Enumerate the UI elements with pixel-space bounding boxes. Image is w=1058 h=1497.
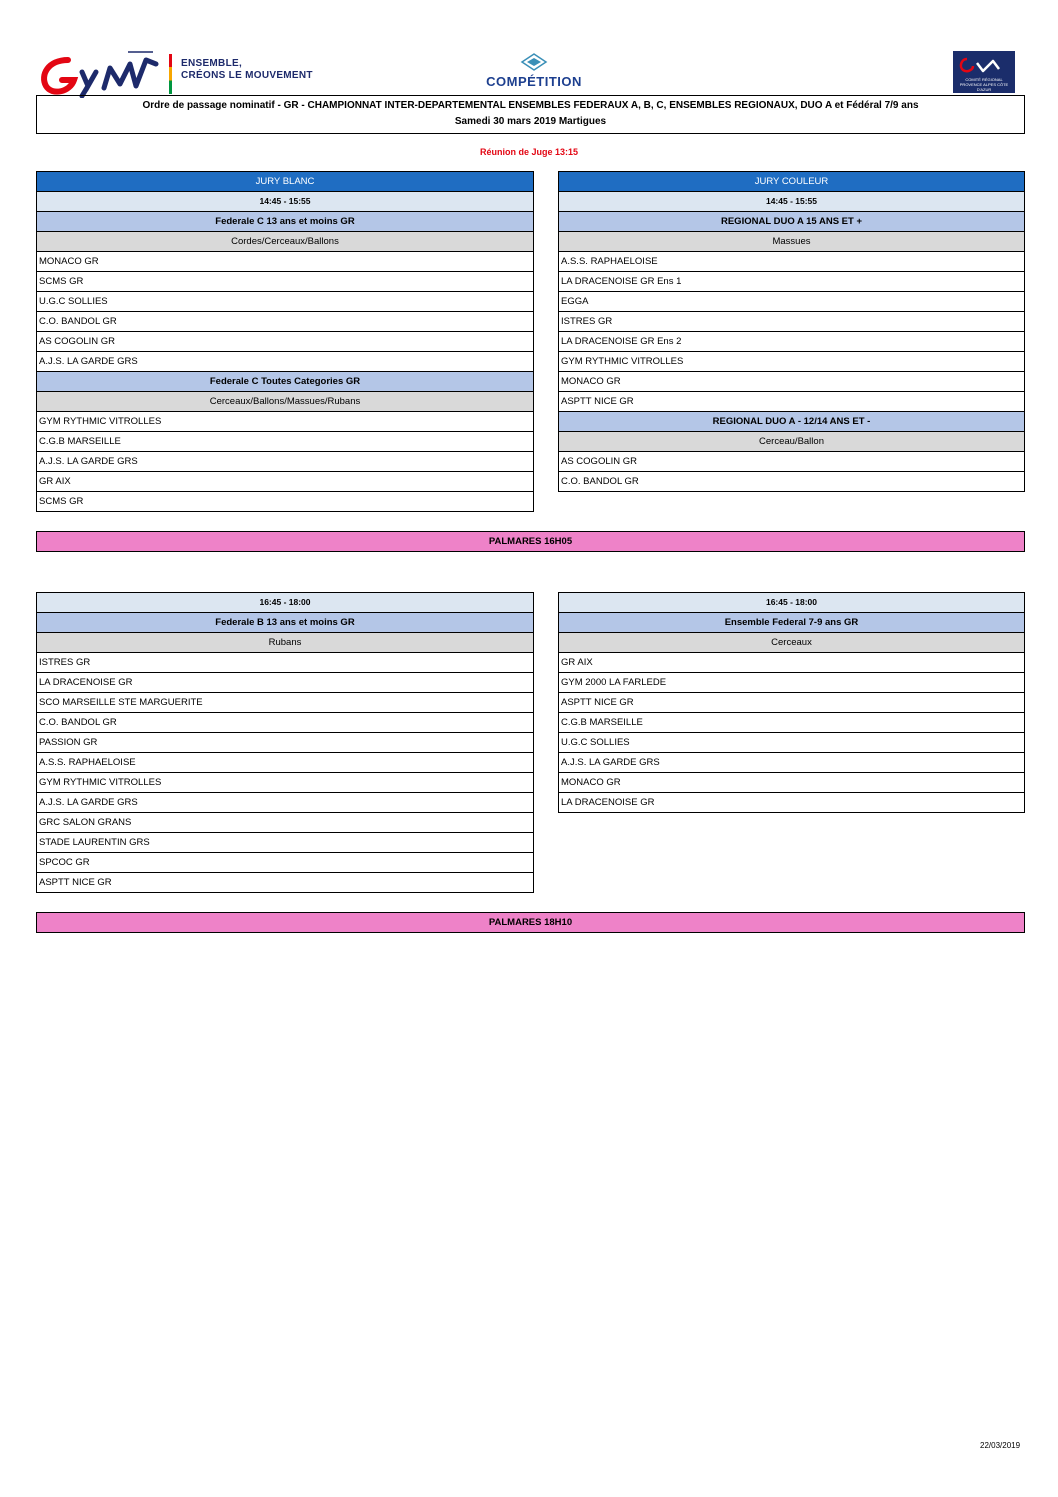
category-header: Federale B 13 ans et moins GR <box>37 612 533 632</box>
team-row: A.S.S. RAPHAELOISE <box>37 752 533 772</box>
team-row: ASPTT NICE GR <box>37 872 533 892</box>
team-row: LA DRACENOISE GR <box>559 792 1024 812</box>
competition-logo <box>478 52 590 92</box>
category-header: REGIONAL DUO A 15 ANS ET + <box>559 211 1024 231</box>
team-row: SCO MARSEILLE STE MARGUERITE <box>37 692 533 712</box>
team-row: ISTRES GR <box>559 311 1024 331</box>
ffg-color-bar <box>169 54 172 94</box>
ffg-slogan <box>181 58 313 82</box>
category-header: Federale C Toutes Categories GR <box>37 371 533 391</box>
team-row: U.G.C SOLLIES <box>37 291 533 311</box>
ffg-slogan-line2: CRÉONS LE MOUVEMENT <box>181 70 313 81</box>
team-row: SPCOC GR <box>37 852 533 872</box>
palmares-bar: PALMARES 16H05 <box>36 531 1025 552</box>
session2-right-table <box>558 592 1025 813</box>
team-row: C.G.B MARSEILLE <box>37 431 533 451</box>
team-row: ISTRES GR <box>37 652 533 672</box>
category-header: Ensemble Federal 7-9 ans GR <box>559 612 1024 632</box>
session1-jury-blanc-table <box>36 171 534 512</box>
apparatus-row: Cordes/Cerceaux/Ballons <box>37 231 533 251</box>
team-row: LA DRACENOISE GR <box>37 672 533 692</box>
team-row: A.J.S. LA GARDE GRS <box>37 451 533 471</box>
team-row: U.G.C SOLLIES <box>559 732 1024 752</box>
team-row: STADE LAURENTIN GRS <box>37 832 533 852</box>
team-row: A.J.S. LA GARDE GRS <box>37 792 533 812</box>
team-row: MONACO GR <box>37 251 533 271</box>
team-row: LA DRACENOISE GR Ens 1 <box>559 271 1024 291</box>
title-box <box>36 95 1025 134</box>
team-row: GYM RYTHMIC VITROLLES <box>559 351 1024 371</box>
team-row: A.J.S. LA GARDE GRS <box>37 351 533 371</box>
ffg-logo <box>38 50 328 98</box>
team-row: C.G.B MARSEILLE <box>559 712 1024 732</box>
team-row: A.S.S. RAPHAELOISE <box>559 251 1024 271</box>
team-row: C.O. BANDOL GR <box>559 471 1024 491</box>
team-row: A.J.S. LA GARDE GRS <box>559 752 1024 772</box>
team-row: GYM 2000 LA FARLEDE <box>559 672 1024 692</box>
region-gym-icon <box>953 51 1015 77</box>
competition-emblem-icon <box>518 52 550 72</box>
apparatus-row: Massues <box>559 231 1024 251</box>
team-row: ASPTT NICE GR <box>559 692 1024 712</box>
team-row: AS COGOLIN GR <box>559 451 1024 471</box>
team-row: MONACO GR <box>559 772 1024 792</box>
apparatus-row: Cerceaux <box>559 632 1024 652</box>
team-row: ASPTT NICE GR <box>559 391 1024 411</box>
page-title: Ordre de passage nominatif - GR - CHAMPIONNAT INTER-DEPARTEMENTAL ENSEMBLES FEDERAUX A, B, C, ENSEMBLES REGIONAUX, DUO A et Fédéral 7/9 ans <box>142 100 919 111</box>
team-row: MONACO GR <box>559 371 1024 391</box>
session2-left-table <box>36 592 534 893</box>
team-row: PASSION GR <box>37 732 533 752</box>
team-row: LA DRACENOISE GR Ens 2 <box>559 331 1024 351</box>
ffg-slogan-line1: ENSEMBLE, <box>181 58 243 69</box>
team-row: EGGA <box>559 291 1024 311</box>
team-row: GRC SALON GRANS <box>37 812 533 832</box>
team-row: C.O. BANDOL GR <box>37 712 533 732</box>
time-slot: 14:45 - 15:55 <box>559 191 1024 211</box>
time-slot: 16:45 - 18:00 <box>37 592 533 612</box>
palmares-bar: PALMARES 18H10 <box>36 912 1025 933</box>
team-row: GYM RYTHMIC VITROLLES <box>37 411 533 431</box>
competition-logo-text: COMPÉTITION <box>486 74 582 89</box>
footer-date: 22/03/2019 <box>980 1441 1021 1450</box>
page-subtitle: Samedi 30 mars 2019 Martigues <box>454 116 607 127</box>
team-row: SCMS GR <box>37 271 533 291</box>
time-slot: 14:45 - 15:55 <box>37 191 533 211</box>
team-row: GYM RYTHMIC VITROLLES <box>37 772 533 792</box>
gym-logo-icon <box>38 50 163 98</box>
session1-jury-couleur-table <box>558 171 1025 492</box>
apparatus-row: Rubans <box>37 632 533 652</box>
team-row: C.O. BANDOL GR <box>37 311 533 331</box>
team-row: SCMS GR <box>37 491 533 511</box>
jury-header: JURY COULEUR <box>559 171 1024 191</box>
category-header: REGIONAL DUO A - 12/14 ANS ET - <box>559 411 1024 431</box>
category-header: Federale C 13 ans et moins GR <box>37 211 533 231</box>
judge-meeting-note: Réunion de Juge 13:15 <box>479 147 579 157</box>
apparatus-row: Cerceaux/Ballons/Massues/Rubans <box>37 391 533 411</box>
jury-header: JURY BLANC <box>37 171 533 191</box>
region-logo-text: COMITÉ RÉGIONAL PROVENCE ALPES CÔTE D'AZUR <box>959 77 1009 92</box>
time-slot: 16:45 - 18:00 <box>559 592 1024 612</box>
team-row: GR AIX <box>37 471 533 491</box>
apparatus-row: Cerceau/Ballon <box>559 431 1024 451</box>
team-row: AS COGOLIN GR <box>37 331 533 351</box>
team-row: GR AIX <box>559 652 1024 672</box>
region-logo <box>953 51 1015 93</box>
